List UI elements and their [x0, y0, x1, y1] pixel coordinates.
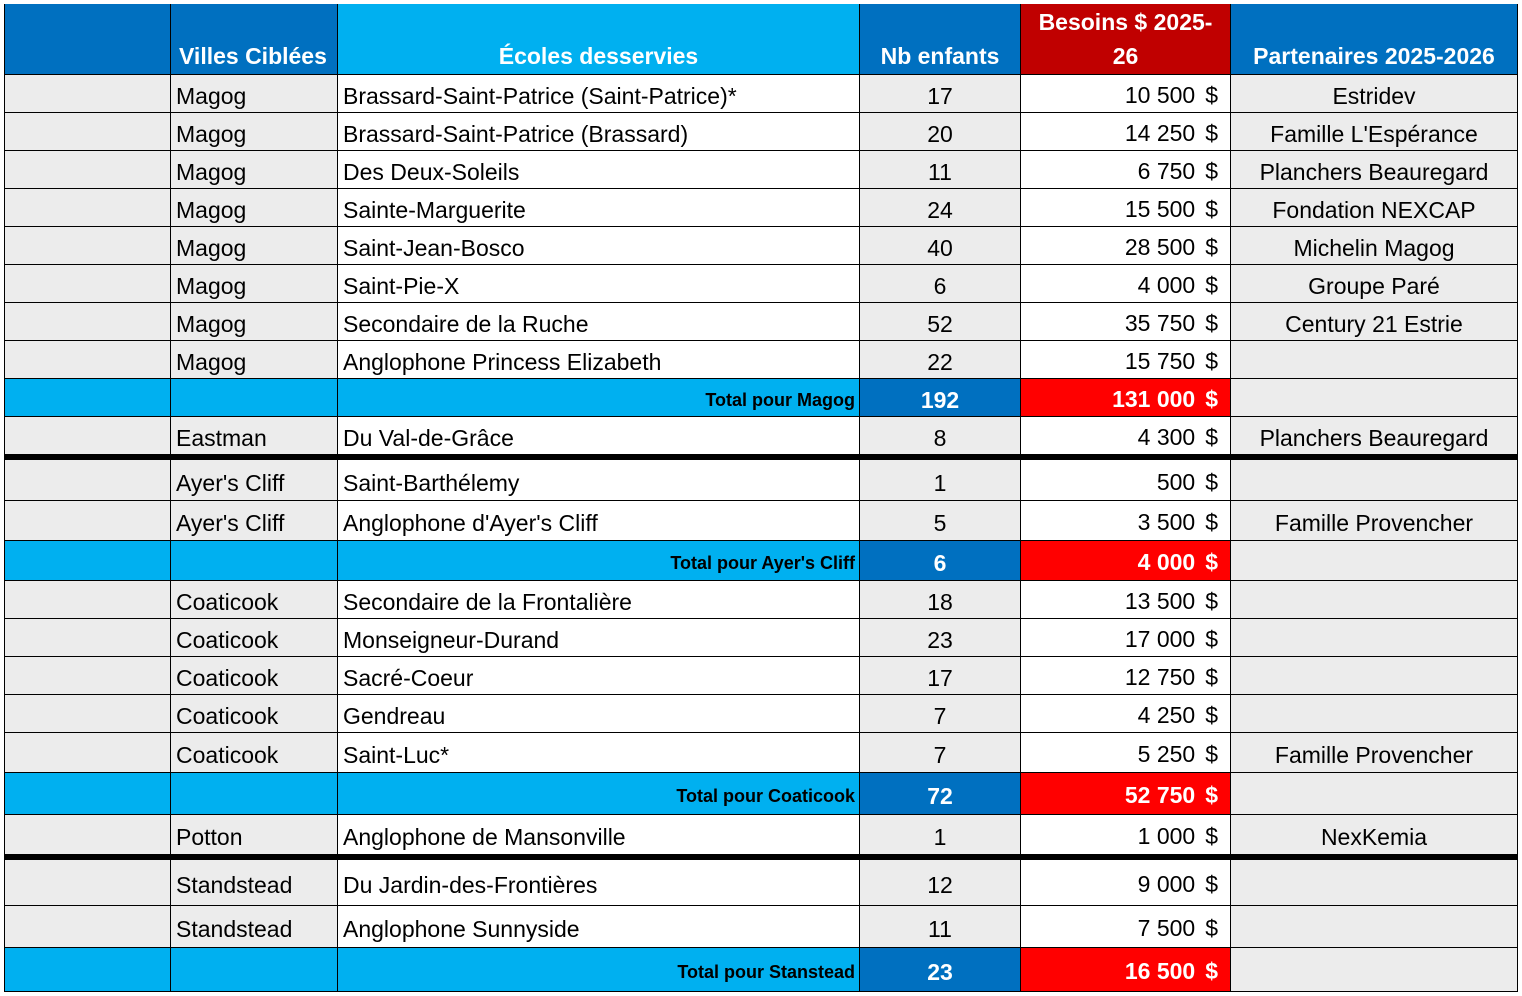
total-besoins-amount: 16 500 [1124, 958, 1196, 984]
ecole-cell[interactable]: Saint-Luc* [338, 733, 860, 773]
row-blank-cell[interactable] [4, 815, 171, 860]
ville-cell[interactable]: Magog [171, 75, 338, 113]
total-blank-cell[interactable] [4, 379, 171, 417]
ville-cell[interactable]: Standstead [171, 860, 338, 906]
total-ville-cell[interactable] [171, 541, 338, 581]
currency-symbol: $ [1205, 664, 1218, 690]
row-blank-cell[interactable] [4, 151, 171, 189]
total-row [4, 379, 1518, 417]
besoins-cell[interactable] [1021, 227, 1231, 265]
table-row [4, 417, 1518, 460]
currency-symbol: $ [1205, 386, 1218, 412]
ecole-cell[interactable]: Saint-Pie-X [338, 265, 860, 303]
total-ville-cell[interactable] [171, 773, 338, 815]
currency-symbol: $ [1205, 958, 1218, 984]
total-label[interactable]: Total pour Coaticook [338, 773, 860, 815]
besoins-amount: 28 500 [1124, 234, 1196, 260]
nb-enfants-cell[interactable]: 8 [860, 417, 1021, 460]
partenaire-cell[interactable]: Planchers Beauregard [1231, 151, 1518, 189]
currency-symbol: $ [1205, 272, 1218, 298]
partenaire-cell[interactable] [1231, 581, 1518, 619]
row-blank-cell[interactable] [4, 341, 171, 379]
partenaire-cell[interactable]: Groupe Paré [1231, 265, 1518, 303]
besoins-cell[interactable] [1021, 75, 1231, 113]
total-besoins-amount: 52 750 [1124, 782, 1196, 808]
ecole-cell[interactable]: Monseigneur-Durand [338, 619, 860, 657]
total-partenaire-cell[interactable] [1231, 948, 1518, 992]
besoins-cell[interactable] [1021, 303, 1231, 341]
besoins-amount: 4 250 [1137, 702, 1196, 728]
ville-cell[interactable]: Magog [171, 265, 338, 303]
besoins-cell[interactable] [1021, 460, 1231, 501]
table-row [4, 906, 1518, 948]
ville-cell[interactable]: Coaticook [171, 695, 338, 733]
nb-enfants-cell[interactable]: 22 [860, 341, 1021, 379]
table-row [4, 815, 1518, 860]
besoins-amount: 4 000 [1137, 272, 1196, 298]
besoins-amount: 6 750 [1137, 158, 1196, 184]
nb-enfants-cell[interactable]: 18 [860, 581, 1021, 619]
nb-enfants-cell[interactable]: 11 [860, 151, 1021, 189]
currency-symbol: $ [1205, 702, 1218, 728]
ville-cell[interactable]: Magog [171, 113, 338, 151]
besoins-amount: 13 500 [1124, 588, 1196, 614]
row-blank-cell[interactable] [4, 581, 171, 619]
partenaire-cell[interactable]: Estridev [1231, 75, 1518, 113]
ecole-cell[interactable]: Secondaire de la Frontalière [338, 581, 860, 619]
spreadsheet-table [4, 4, 1518, 992]
besoins-amount: 4 300 [1137, 424, 1196, 450]
besoins-cell[interactable] [1021, 619, 1231, 657]
ville-cell[interactable]: Magog [171, 341, 338, 379]
nb-enfants-cell[interactable]: 12 [860, 860, 1021, 906]
header-row [4, 4, 1518, 75]
partenaire-cell[interactable]: Century 21 Estrie [1231, 303, 1518, 341]
nb-enfants-cell[interactable]: 52 [860, 303, 1021, 341]
table-row [4, 303, 1518, 341]
table-row [4, 860, 1518, 906]
ecole-cell[interactable]: Anglophone Sunnyside [338, 906, 860, 948]
ecole-cell[interactable]: Saint-Jean-Bosco [338, 227, 860, 265]
nb-enfants-cell[interactable]: 11 [860, 906, 1021, 948]
ecole-cell[interactable]: Saint-Barthélemy [338, 460, 860, 501]
besoins-cell[interactable] [1021, 265, 1231, 303]
partenaire-cell[interactable] [1231, 341, 1518, 379]
nb-enfants-cell[interactable]: 5 [860, 501, 1021, 541]
partenaire-cell[interactable] [1231, 906, 1518, 948]
besoins-amount: 35 750 [1124, 310, 1196, 336]
total-nb-enfants[interactable]: 192 [860, 379, 1021, 417]
currency-symbol: $ [1205, 348, 1218, 374]
besoins-cell[interactable] [1021, 113, 1231, 151]
row-blank-cell[interactable] [4, 303, 171, 341]
currency-symbol: $ [1205, 468, 1218, 495]
partenaire-cell[interactable] [1231, 619, 1518, 657]
besoins-amount: 14 250 [1124, 120, 1196, 146]
nb-enfants-cell[interactable]: 24 [860, 189, 1021, 227]
table-row [4, 657, 1518, 695]
table-row [4, 460, 1518, 501]
besoins-amount: 9 000 [1137, 871, 1196, 897]
ecole-cell[interactable]: Brassard-Saint-Patrice (Saint-Patrice)* [338, 75, 860, 113]
currency-symbol: $ [1205, 626, 1218, 652]
currency-symbol: $ [1205, 310, 1218, 336]
header-nb-enfants[interactable]: Nb enfants [860, 4, 1021, 75]
partenaire-cell[interactable]: NexKemia [1231, 815, 1518, 860]
besoins-cell[interactable] [1021, 341, 1231, 379]
total-besoins-amount: 131 000 [1112, 386, 1196, 412]
total-nb-enfants[interactable]: 23 [860, 948, 1021, 992]
partenaire-cell[interactable] [1231, 860, 1518, 906]
currency-symbol: $ [1205, 196, 1218, 222]
nb-enfants-cell[interactable]: 40 [860, 227, 1021, 265]
besoins-amount: 10 500 [1124, 82, 1196, 108]
ecole-cell[interactable]: Secondaire de la Ruche [338, 303, 860, 341]
currency-symbol: $ [1205, 588, 1218, 614]
total-label[interactable]: Total pour Stanstead [338, 948, 860, 992]
row-blank-cell[interactable] [4, 460, 171, 501]
total-besoins[interactable] [1021, 379, 1231, 417]
besoins-amount: 3 500 [1137, 509, 1196, 535]
currency-symbol: $ [1205, 158, 1218, 184]
table-row [4, 695, 1518, 733]
table-row [4, 341, 1518, 379]
total-partenaire-cell[interactable] [1231, 379, 1518, 417]
header-besoins-line1: Besoins $ 2025- [1038, 9, 1213, 35]
row-blank-cell[interactable] [4, 265, 171, 303]
table-row [4, 619, 1518, 657]
besoins-cell[interactable] [1021, 151, 1231, 189]
table-row [4, 733, 1518, 773]
total-besoins[interactable] [1021, 948, 1231, 992]
besoins-cell[interactable] [1021, 906, 1231, 948]
currency-symbol: $ [1205, 549, 1218, 575]
besoins-cell[interactable] [1021, 733, 1231, 773]
currency-symbol: $ [1205, 234, 1218, 260]
besoins-amount: 1 000 [1137, 823, 1196, 849]
total-label[interactable]: Total pour Ayer's Cliff [338, 541, 860, 581]
partenaire-cell[interactable] [1231, 460, 1518, 501]
row-blank-cell[interactable] [4, 657, 171, 695]
besoins-cell[interactable] [1021, 815, 1231, 860]
besoins-cell[interactable] [1021, 189, 1231, 227]
besoins-amount: 15 500 [1124, 196, 1196, 222]
nb-enfants-cell[interactable]: 7 [860, 695, 1021, 733]
total-nb-enfants[interactable]: 6 [860, 541, 1021, 581]
nb-enfants-cell[interactable]: 20 [860, 113, 1021, 151]
row-blank-cell[interactable] [4, 227, 171, 265]
ville-cell[interactable]: Eastman [171, 417, 338, 460]
nb-enfants-cell[interactable]: 17 [860, 657, 1021, 695]
ecole-cell[interactable]: Brassard-Saint-Patrice (Brassard) [338, 113, 860, 151]
total-label[interactable]: Total pour Magog [338, 379, 860, 417]
row-blank-cell[interactable] [4, 906, 171, 948]
ecole-cell[interactable]: Du Val-de-Grâce [338, 417, 860, 460]
currency-symbol: $ [1205, 120, 1218, 146]
currency-symbol: $ [1205, 82, 1218, 108]
currency-symbol: $ [1205, 741, 1218, 767]
ecole-cell[interactable]: Du Jardin-des-Frontières [338, 860, 860, 906]
ecole-cell[interactable]: Anglophone Princess Elizabeth [338, 341, 860, 379]
row-blank-cell[interactable] [4, 860, 171, 906]
ville-cell[interactable]: Standstead [171, 906, 338, 948]
total-partenaire-cell[interactable] [1231, 773, 1518, 815]
table-row [4, 151, 1518, 189]
besoins-cell[interactable] [1021, 501, 1231, 541]
nb-enfants-cell[interactable]: 1 [860, 815, 1021, 860]
besoins-amount: 15 750 [1124, 348, 1196, 374]
ville-cell[interactable]: Ayer's Cliff [171, 460, 338, 501]
row-blank-cell[interactable] [4, 695, 171, 733]
partenaire-cell[interactable]: Famille Provencher [1231, 733, 1518, 773]
header-besoins-line2: 26 [1112, 43, 1139, 69]
nb-enfants-cell[interactable]: 23 [860, 619, 1021, 657]
total-row [4, 773, 1518, 815]
besoins-cell[interactable] [1021, 417, 1231, 460]
table-row [4, 265, 1518, 303]
ville-cell[interactable]: Magog [171, 303, 338, 341]
table-row [4, 227, 1518, 265]
table-row [4, 189, 1518, 227]
total-ville-cell[interactable] [171, 948, 338, 992]
besoins-cell[interactable] [1021, 581, 1231, 619]
ville-cell[interactable]: Magog [171, 151, 338, 189]
header-besoins[interactable] [1021, 4, 1231, 75]
row-blank-cell[interactable] [4, 113, 171, 151]
table-row [4, 501, 1518, 541]
currency-symbol: $ [1205, 823, 1218, 849]
nb-enfants-cell[interactable]: 6 [860, 265, 1021, 303]
currency-symbol: $ [1205, 871, 1218, 897]
total-partenaire-cell[interactable] [1231, 541, 1518, 581]
partenaire-cell[interactable]: Famille Provencher [1231, 501, 1518, 541]
ville-cell[interactable]: Coaticook [171, 657, 338, 695]
nb-enfants-cell[interactable]: 17 [860, 75, 1021, 113]
total-nb-enfants[interactable]: 72 [860, 773, 1021, 815]
nb-enfants-cell[interactable]: 1 [860, 460, 1021, 501]
total-row [4, 541, 1518, 581]
table-row [4, 581, 1518, 619]
nb-enfants-cell[interactable]: 7 [860, 733, 1021, 773]
currency-symbol: $ [1205, 915, 1218, 941]
besoins-cell[interactable] [1021, 657, 1231, 695]
ville-cell[interactable]: Coaticook [171, 619, 338, 657]
header-partenaires[interactable]: Partenaires 2025-2026 [1231, 4, 1518, 75]
total-besoins-amount: 4 000 [1137, 549, 1196, 575]
partenaire-cell[interactable]: Planchers Beauregard [1231, 417, 1518, 460]
partenaire-cell[interactable]: Michelin Magog [1231, 227, 1518, 265]
ecole-cell[interactable]: Anglophone de Mansonville [338, 815, 860, 860]
besoins-amount: 12 750 [1124, 664, 1196, 690]
row-blank-cell[interactable] [4, 501, 171, 541]
total-row [4, 948, 1518, 992]
ville-cell[interactable]: Potton [171, 815, 338, 860]
ville-cell[interactable]: Magog [171, 227, 338, 265]
besoins-cell[interactable] [1021, 860, 1231, 906]
ecole-cell[interactable]: Sainte-Marguerite [338, 189, 860, 227]
row-blank-cell[interactable] [4, 417, 171, 460]
total-besoins[interactable] [1021, 773, 1231, 815]
row-blank-cell[interactable] [4, 733, 171, 773]
ville-cell[interactable]: Coaticook [171, 733, 338, 773]
total-blank-cell[interactable] [4, 773, 171, 815]
ville-cell[interactable]: Coaticook [171, 581, 338, 619]
row-blank-cell[interactable] [4, 189, 171, 227]
ecole-cell[interactable]: Gendreau [338, 695, 860, 733]
row-blank-cell[interactable] [4, 619, 171, 657]
partenaire-cell[interactable]: Fondation NEXCAP [1231, 189, 1518, 227]
total-blank-cell[interactable] [4, 541, 171, 581]
total-besoins[interactable] [1021, 541, 1231, 581]
total-blank-cell[interactable] [4, 948, 171, 992]
ville-cell[interactable]: Magog [171, 189, 338, 227]
besoins-cell[interactable] [1021, 695, 1231, 733]
ville-cell[interactable]: Ayer's Cliff [171, 501, 338, 541]
currency-symbol: $ [1205, 782, 1218, 808]
besoins-amount: 5 250 [1137, 741, 1196, 767]
header-ecoles[interactable]: Écoles desservies [338, 4, 860, 75]
partenaire-cell[interactable]: Famille L'Espérance [1231, 113, 1518, 151]
currency-symbol: $ [1205, 509, 1218, 535]
table-row [4, 75, 1518, 113]
row-blank-cell[interactable] [4, 75, 171, 113]
besoins-amount: 7 500 [1137, 915, 1196, 941]
besoins-amount: 17 000 [1124, 626, 1196, 652]
header-blank-cell[interactable] [4, 4, 171, 75]
ecole-cell[interactable]: Sacré-Coeur [338, 657, 860, 695]
besoins-amount: 500 [1156, 468, 1196, 495]
ecole-cell[interactable]: Des Deux-Soleils [338, 151, 860, 189]
partenaire-cell[interactable] [1231, 695, 1518, 733]
partenaire-cell[interactable] [1231, 657, 1518, 695]
header-villes[interactable]: Villes Ciblées [171, 4, 338, 75]
table-row [4, 113, 1518, 151]
currency-symbol: $ [1205, 424, 1218, 450]
total-ville-cell[interactable] [171, 379, 338, 417]
ecole-cell[interactable]: Anglophone d'Ayer's Cliff [338, 501, 860, 541]
